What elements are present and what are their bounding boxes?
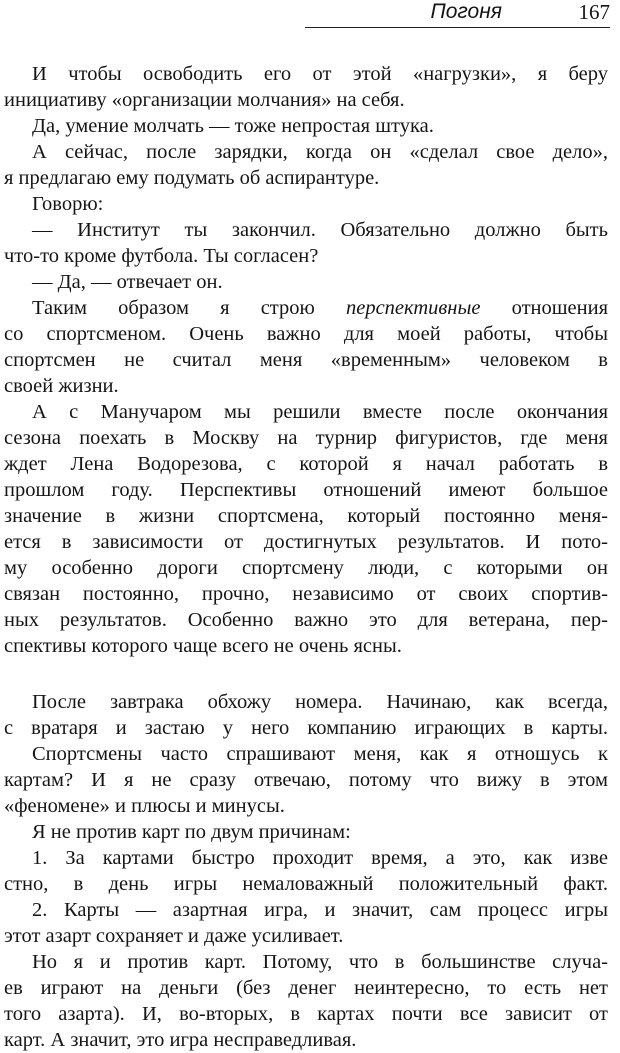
text-line (4, 295, 608, 321)
text-line (4, 819, 608, 845)
text-block-first (4, 61, 608, 659)
text-run: сезона поехать в Москву на турнир фигуристов, где меня (4, 427, 608, 449)
running-header (0, 0, 620, 40)
text-line (4, 793, 608, 819)
text-run: что-то кроме футбола. Ты согласен? (4, 245, 319, 267)
text-line (4, 633, 608, 659)
text-run: ждет Лена Водорезова, с которой я начал работать в (4, 453, 608, 475)
text-line (4, 607, 608, 633)
text-line (4, 975, 608, 1001)
text-run: — Институт ты закончил. Обязательно должно быть (32, 219, 608, 241)
text-run: со спортсменом. Очень важно для моей работы, чтобы (4, 323, 608, 345)
text-run: стно, в день игры немаловажный положительный факт. (4, 873, 608, 895)
text-run: я предлагаю ему подумать об аспирантуре. (4, 167, 380, 189)
text-line (4, 399, 608, 425)
text-run: Я не против карт по двум причинам: (32, 821, 351, 843)
text-line (4, 845, 608, 871)
text-run: И чтобы освободить его от этой «нагрузки», я беру (32, 63, 608, 85)
text-line (4, 923, 608, 949)
text-line (4, 1001, 608, 1027)
text-run: ных результатов. Особенно важно это для ветерана, пер- (4, 609, 608, 631)
text-run: Но я и против карт. Потому, что в большинстве случа- (32, 951, 608, 973)
text-line (4, 477, 608, 503)
text-line (4, 217, 608, 243)
text-run: значение в жизни спортсмена, который постоянно меня- (4, 505, 608, 527)
text-line (4, 949, 608, 975)
text-run: инициативу «организации молчания» на себя. (4, 89, 405, 111)
text-run: Говорю: (32, 193, 104, 215)
page-number: 167 (578, 0, 610, 24)
text-run: 1. За картами быстро проходит время, а это, как изве (32, 847, 608, 869)
text-run: «феномене» и плюсы и минусы. (4, 795, 285, 817)
text-run: А сейчас, после зарядки, когда он «сделал свое дело», (32, 141, 608, 163)
text-run: связан постоянно, прочно, независимо от своих спортив- (4, 583, 608, 605)
header-rule (305, 27, 610, 28)
text-run: этот азарт сохраняет и даже усиливает. (4, 925, 344, 947)
text-line (4, 871, 608, 897)
text-line (4, 321, 608, 347)
text-run: Таким образом я строю (32, 297, 346, 319)
text-line (4, 529, 608, 555)
text-line (4, 347, 608, 373)
text-run: спортсмен не считал меня «временным» человеком в (4, 349, 608, 371)
text-line (4, 269, 608, 295)
text-line (4, 113, 608, 139)
text-run: картам? И я не сразу отвечаю, потому что вижу в этом (4, 769, 608, 791)
text-line (4, 425, 608, 451)
text-line (4, 767, 608, 793)
text-line (4, 715, 608, 741)
text-run: 2. Карты — азартная игра, и значит, сам процесс игры (32, 899, 608, 921)
text-block-second (4, 689, 608, 1053)
text-run: того азарта). И, во-вторых, в картах почти все зависит от (4, 1003, 608, 1025)
text-run: прошлом году. Перспективы отношений имеют большое (4, 479, 608, 501)
text-line (4, 581, 608, 607)
text-line (4, 373, 608, 399)
text-run: А с Манучаром мы решили вместе после окончания (32, 401, 608, 423)
text-line (4, 87, 608, 113)
text-run: Да, умение молчать — тоже непростая штука. (32, 115, 434, 137)
text-run: отношения (480, 297, 609, 319)
text-run: с вратаря и застаю у него компанию играющих в карты. (4, 717, 608, 739)
text-line (4, 165, 608, 191)
running-title: Погоня (430, 0, 502, 23)
text-line (4, 243, 608, 269)
text-run: му особенно дороги спортсмену люди, с которыми он (4, 557, 608, 579)
text-run: карт. А значит, это игра несправедливая. (4, 1029, 357, 1051)
text-run: спективы которого чаще всего не очень ясны. (4, 635, 402, 657)
text-line (4, 1027, 608, 1053)
text-line (4, 503, 608, 529)
text-line (4, 61, 608, 87)
text-line (4, 897, 608, 923)
text-run: ется в зависимости от достигнутых результатов. И пото- (4, 531, 608, 553)
text-line (4, 191, 608, 217)
text-run: своей жизни. (4, 375, 119, 397)
text-line (4, 451, 608, 477)
text-run: После завтрака обхожу номера. Начинаю, как всегда, (32, 691, 608, 713)
text-run: ев играют на деньги (без денег неинтересно, то есть нет (4, 977, 608, 999)
text-line (4, 689, 608, 715)
italic-word: перспективные (345, 297, 481, 319)
text-run: Спортсмены часто спрашивают меня, как я отношусь к (32, 743, 608, 765)
text-line (4, 741, 608, 767)
text-run: — Да, — отвечает он. (32, 271, 223, 293)
text-line (4, 139, 608, 165)
text-line (4, 555, 608, 581)
